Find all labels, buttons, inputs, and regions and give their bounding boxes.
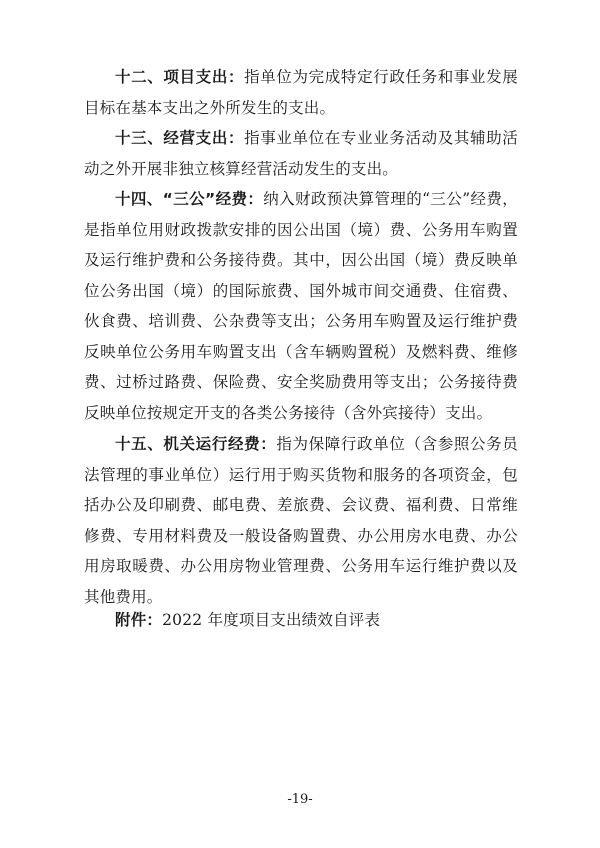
page-number: -19- — [287, 792, 313, 807]
definition-term: 十二、项目支出： — [115, 68, 245, 86]
definition-term: 十四、“三公”经费： — [115, 190, 264, 208]
definition-project-expenditure — [84, 62, 518, 123]
definition-text: 指为保障行政单位（含参照公务员法管理的事业单位）运行用于购买货物和服务的各项资金，包括办公及印刷费、邮电费、差旅费、会议费、福利费、日常维修费、专用材料费及一般设备购置费、办公用房水电费、办公用房取暖费、办公用房物业管理费、公务用车运行维护费以及其他费用。 — [84, 435, 518, 606]
definition-agency-operating-funds — [84, 429, 518, 612]
definition-three-public-expenses — [84, 184, 518, 428]
attachment-label: 附件： — [115, 611, 163, 629]
definition-text: 指单位为完成特定行政任务和事业发展目标在基本支出之外所发生的支出。 — [84, 68, 519, 117]
definition-operating-expenditure — [84, 123, 518, 184]
attachment-title: 2022 年度项目支出绩效自评表 — [162, 611, 381, 629]
definition-term: 十五、机关运行经费： — [115, 435, 277, 453]
definition-text: 纳入财政预决算管理的“三公”经费，是指单位用财政拨款安排的因公出国（境）费、公务用车购置及运行维护费和公务接待费。其中，因公出国（境）费反映单位公务出国（境）的国际旅费、国外城市间交通费、住宿费、伙食费、培训费、公杂费等支出；公务用车购置及运行维护费反映单位公务用车购置支出（含车辆购置税）及燃料费、维修费、过桥过路费、保险费、安全奖励费用等支出；公务接待费反映单位按规定开支的各类公务接待（含外宾接待）支出。 — [84, 190, 518, 422]
definition-text: 指事业单位在专业业务活动及其辅助活动之外开展非独立核算经营活动发生的支出。 — [84, 129, 519, 178]
definition-term: 十三、经营支出： — [115, 129, 245, 147]
attachment-line — [84, 605, 518, 636]
